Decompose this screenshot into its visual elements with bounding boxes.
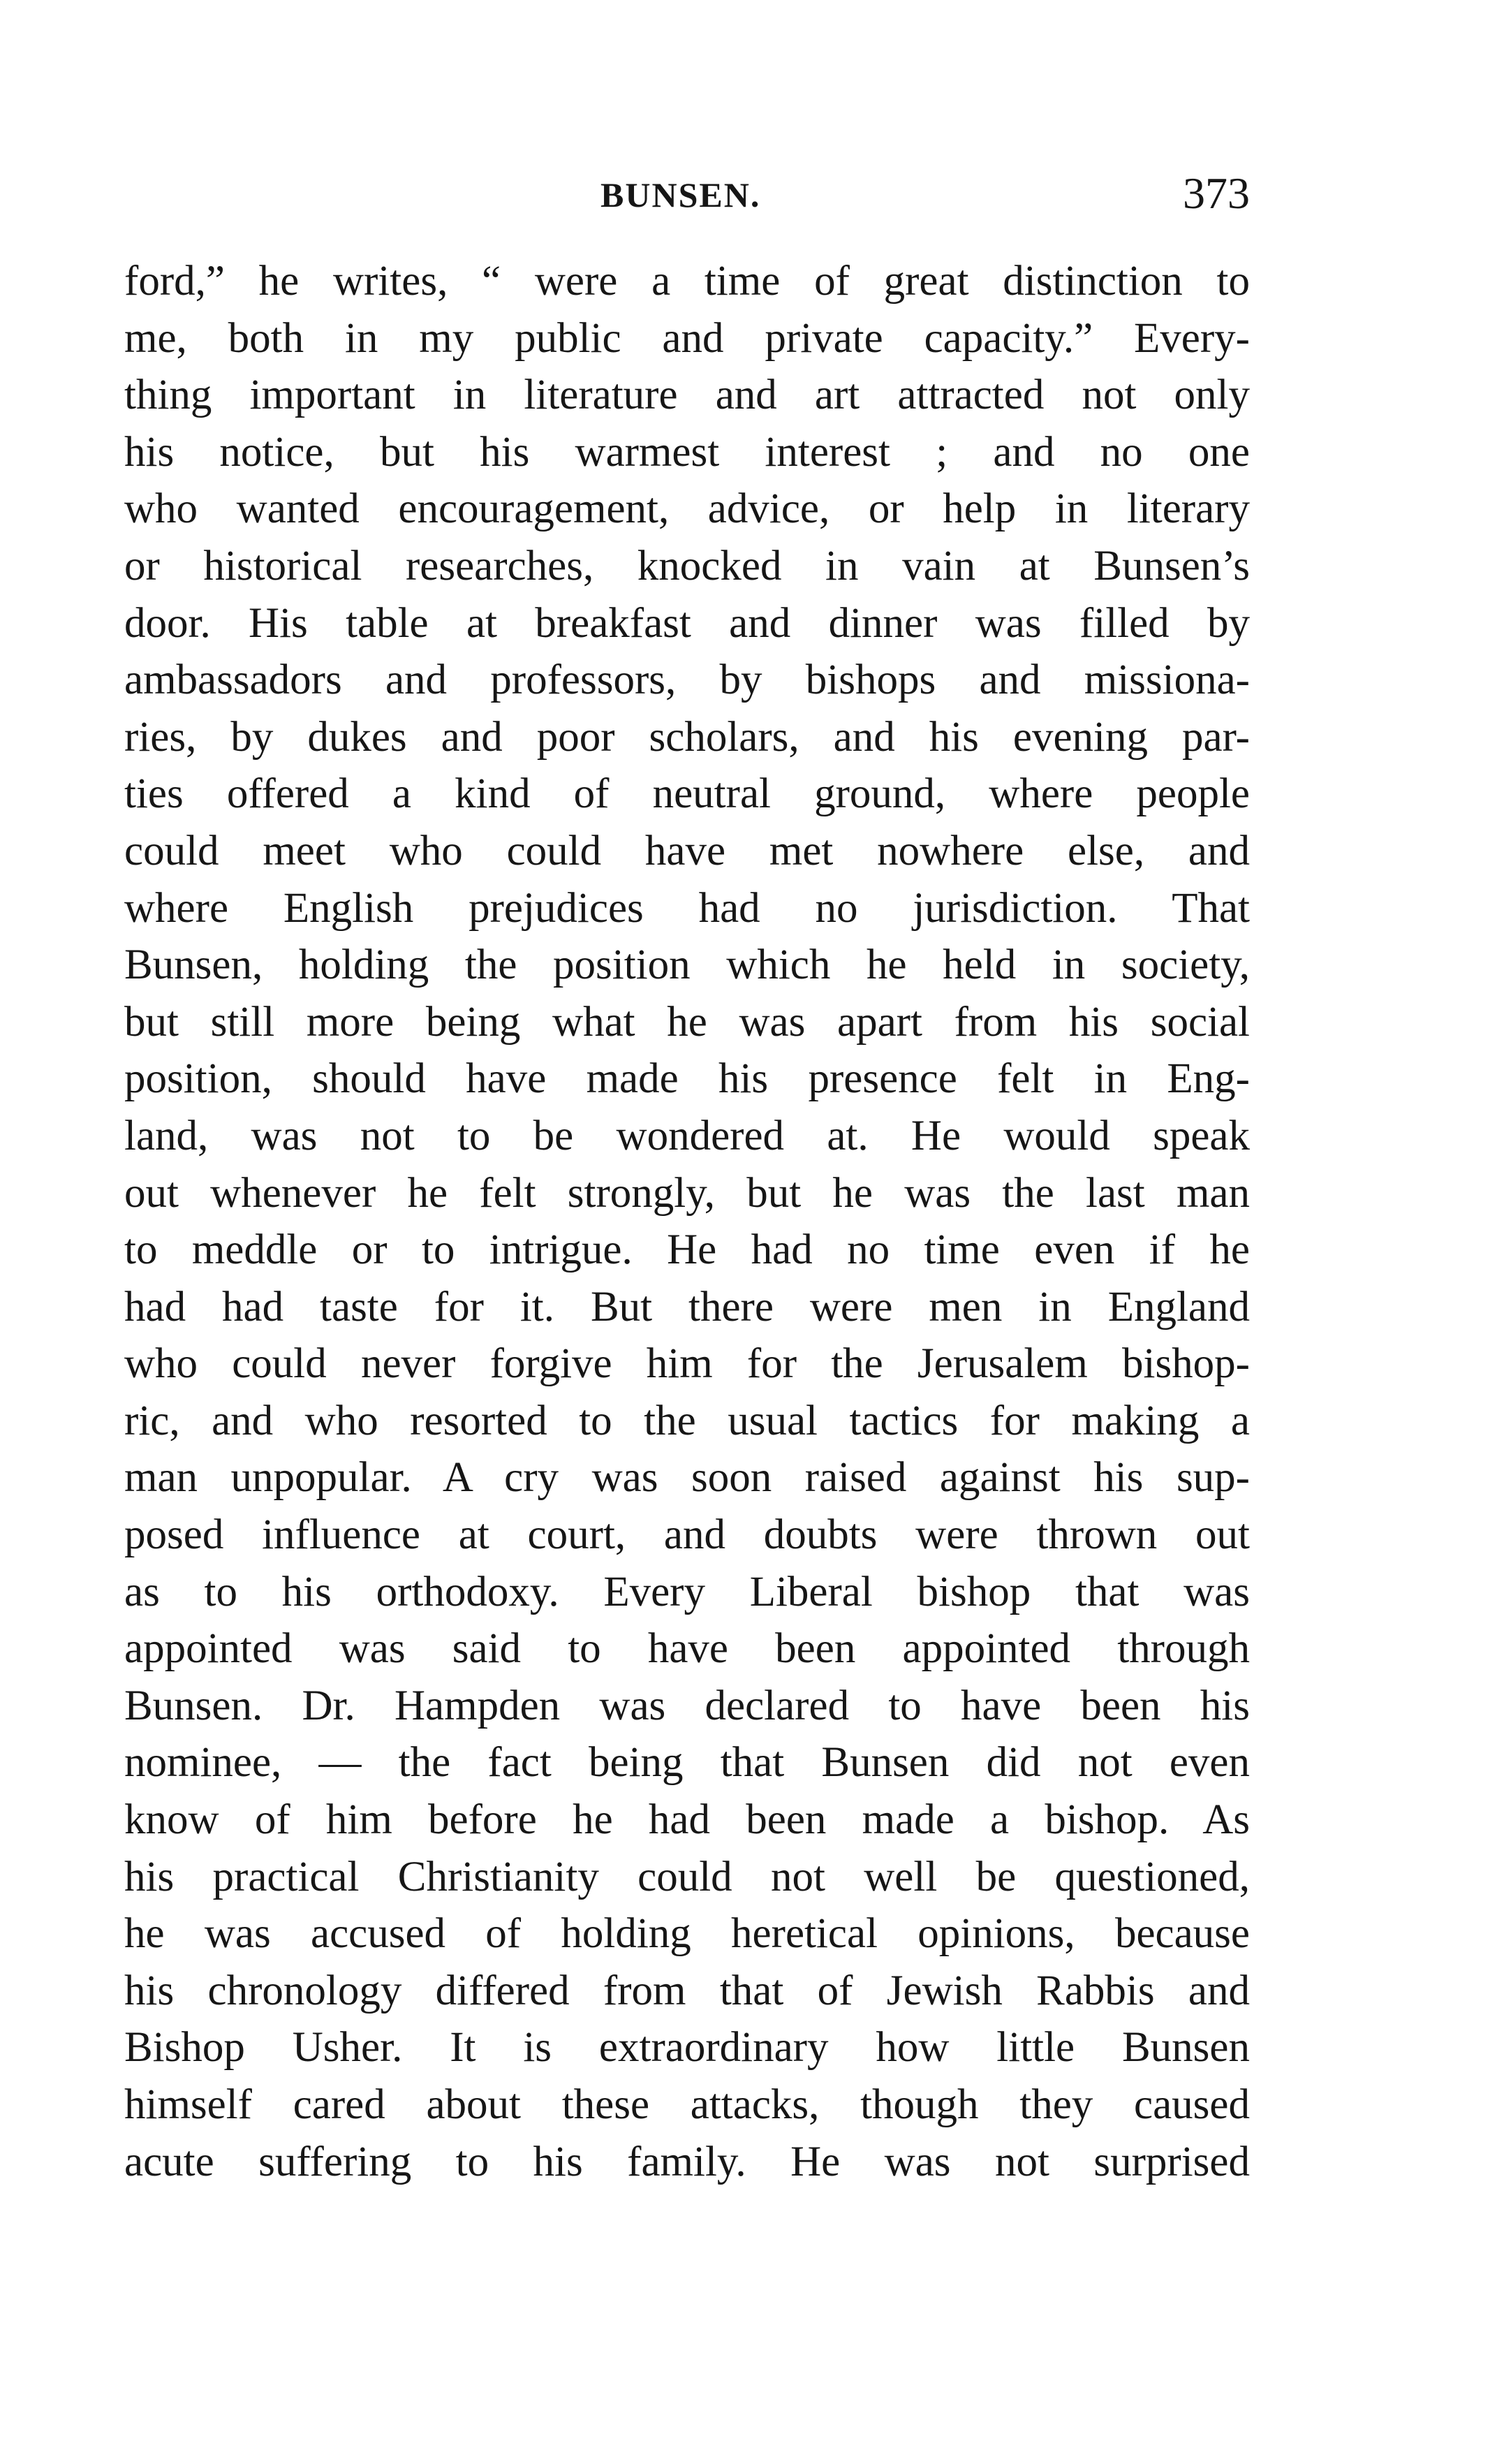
text-line: ambassadors and professors, by bishops and missiona-	[124, 657, 1250, 704]
text-line: ford,” he writes, “ were a time of great distinction to	[124, 258, 1250, 305]
text-line: appointed was said to have been appointed through	[124, 1625, 1250, 1673]
text-line: Bunsen, holding the position which he held in society,	[124, 941, 1250, 989]
text-line: his notice, but his warmest interest ; and no one	[124, 428, 1250, 476]
body-text	[124, 253, 1250, 2190]
text-line: ties offered a kind of neutral ground, where people	[124, 770, 1250, 818]
page-number: 373	[1183, 168, 1250, 218]
text-line: know of him before he had been made a bishop. As	[124, 1796, 1250, 1844]
text-line: ric, and who resorted to the usual tactics for making a	[124, 1397, 1250, 1444]
running-head	[0, 168, 1497, 223]
text-line: to meddle or to intrigue. He had no time even if he	[124, 1226, 1250, 1274]
running-head-title: BUNSEN.	[600, 175, 761, 214]
text-line: Bunsen. Dr. Hampden was declared to have been his	[124, 1682, 1250, 1729]
text-line: thing important in literature and art attracted not only	[124, 372, 1250, 419]
text-line: out whenever he felt strongly, but he was the last man	[124, 1169, 1250, 1217]
text-line: as to his orthodoxy. Every Liberal bishop that was	[124, 1568, 1250, 1615]
text-line: himself cared about these attacks, though they caused	[124, 2081, 1250, 2128]
text-line: man unpopular. A cry was soon raised against his sup-	[124, 1454, 1250, 1502]
text-line: posed influence at court, and doubts were thrown out	[124, 1511, 1250, 1559]
text-line: Bishop Usher. It is extraordinary how little Bunsen	[124, 2024, 1250, 2071]
text-line: nominee, — the fact being that Bunsen did not even	[124, 1739, 1250, 1787]
text-line: or historical researches, knocked in vain at Bunsen’s	[124, 542, 1250, 589]
text-line: land, was not to be wondered at. He would speak	[124, 1112, 1250, 1159]
text-line: door. His table at breakfast and dinner was filled by	[124, 599, 1250, 647]
text-line: his practical Christianity could not well be questioned,	[124, 1853, 1250, 1900]
text-line: had had taste for it. But there were men in England	[124, 1283, 1250, 1330]
text-line: acute suffering to his family. He was not surprised	[124, 2138, 1250, 2185]
text-line: me, both in my public and private capacity.” Every-	[124, 314, 1250, 362]
text-line: who could never forgive him for the Jerusalem bishop-	[124, 1340, 1250, 1388]
text-line: who wanted encouragement, advice, or help in literary	[124, 485, 1250, 533]
text-line: position, should have made his presence felt in Eng-	[124, 1055, 1250, 1103]
text-line: his chronology differed from that of Jewish Rabbis and	[124, 1967, 1250, 2014]
text-line: ries, by dukes and poor scholars, and his evening par-	[124, 713, 1250, 761]
text-line: but still more being what he was apart from his social	[124, 998, 1250, 1046]
text-line: could meet who could have met nowhere else, and	[124, 827, 1250, 874]
text-line: where English prejudices had no jurisdiction. That	[124, 884, 1250, 932]
text-line: he was accused of holding heretical opinions, because	[124, 1910, 1250, 1958]
